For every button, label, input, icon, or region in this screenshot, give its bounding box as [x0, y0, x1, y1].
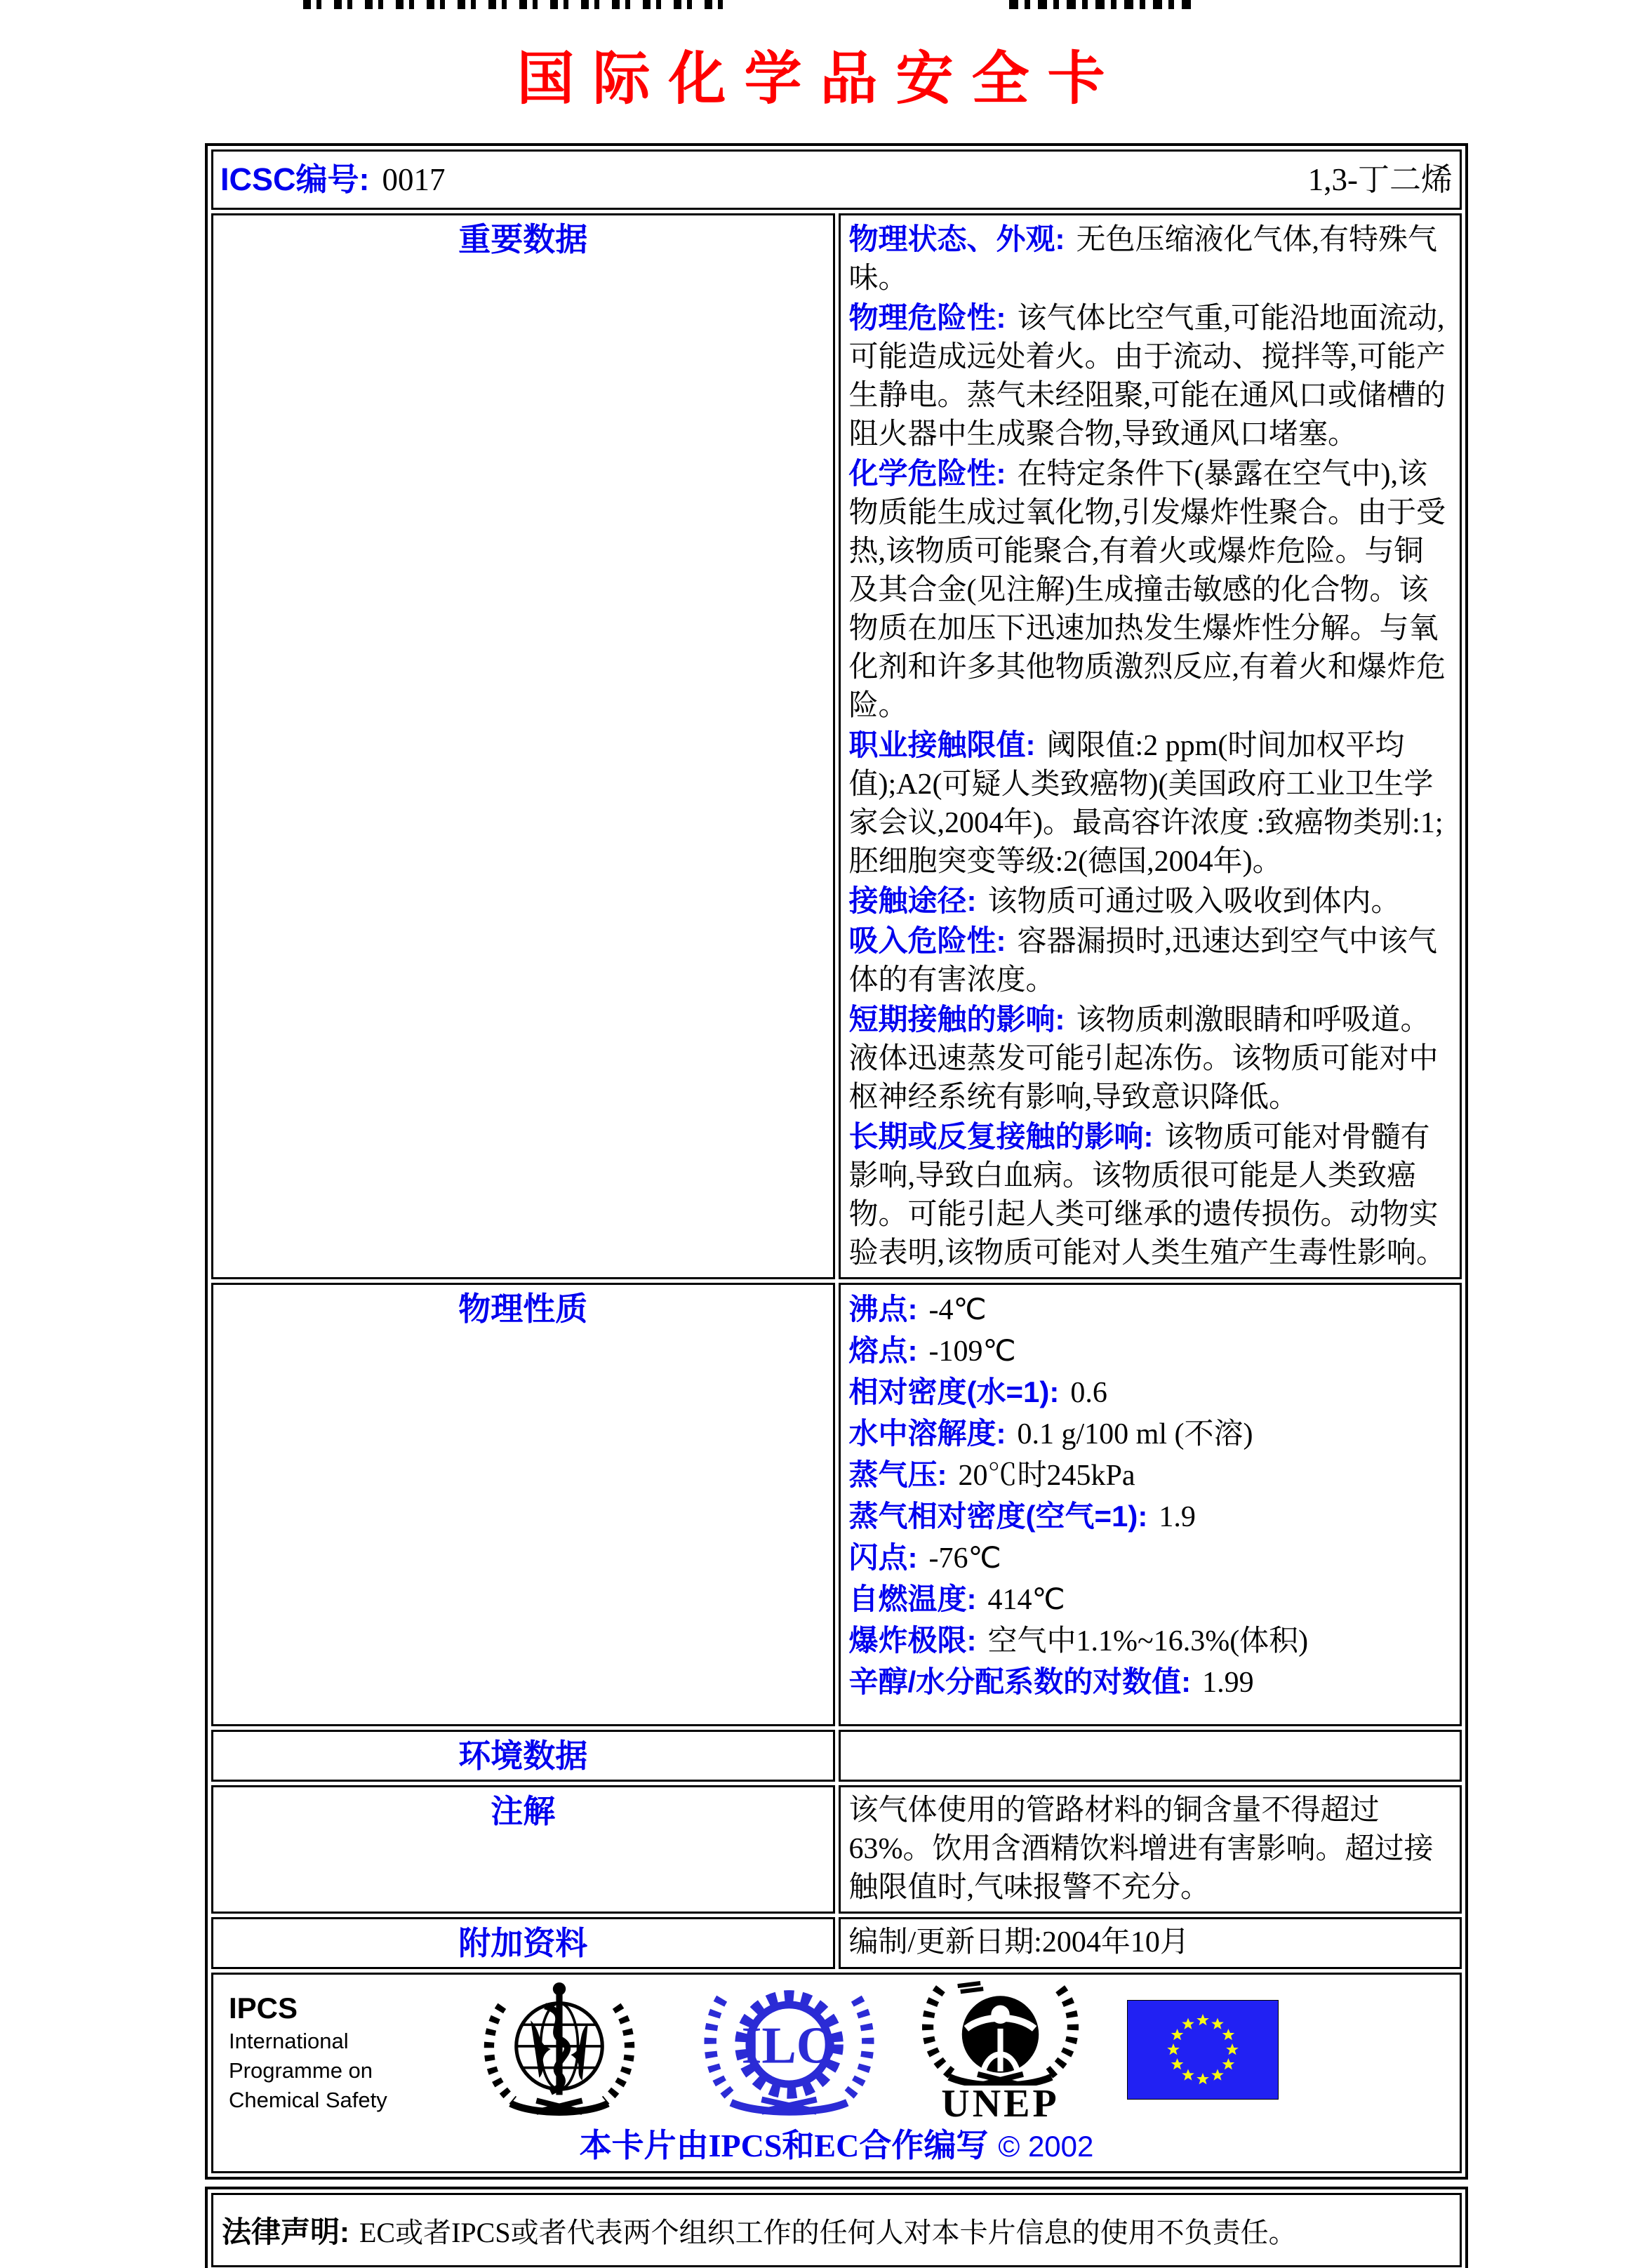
- legal-notice-row: [211, 2193, 1462, 2267]
- card-header: [213, 152, 1460, 208]
- property-item: [849, 1620, 1452, 1662]
- logos-row: [211, 1973, 1462, 2173]
- unep-logo-icon: [914, 1980, 1086, 2124]
- clipped-header-text-left: [303, 0, 733, 9]
- ipcs-title: IPCS: [229, 1992, 298, 2024]
- item-label: 吸入危险性:: [848, 924, 1006, 957]
- eu-flag-icon: [1127, 2000, 1279, 2103]
- page-title: 国际化学品安全卡: [516, 47, 1124, 111]
- item-label: 职业接触限值:: [848, 728, 1036, 761]
- card-header-row: [211, 149, 1462, 210]
- property-value: -4℃: [928, 1294, 987, 1326]
- ipcs-block: [229, 1990, 417, 2115]
- item-text: 无色压缩液化气体,有特殊气味。: [848, 224, 1438, 295]
- property-label: 相对密度(水=1):: [848, 1375, 1060, 1408]
- environmental-data-row: [211, 1730, 1462, 1782]
- property-value: 20℃时245kPa: [958, 1460, 1135, 1492]
- property-value: 1.99: [1202, 1667, 1254, 1699]
- section-label-additional-info: 附加资料: [211, 1917, 835, 1969]
- chemical-name: 1,3-丁二烯: [1307, 162, 1453, 197]
- section-label-notes: 注解: [211, 1785, 835, 1914]
- property-value: 0.6: [1070, 1377, 1107, 1409]
- icsc-number-value: 0017: [382, 162, 446, 197]
- item-text: 该物质可通过吸入吸收到体内。: [987, 886, 1401, 918]
- property-label: 闪点:: [848, 1541, 918, 1574]
- property-label: 蒸气相对密度(空气=1):: [848, 1500, 1148, 1533]
- ipcs-subtitle-line1: International: [229, 2029, 349, 2053]
- item-label: 物理危险性:: [848, 301, 1006, 334]
- who-logo-icon: [472, 1980, 647, 2121]
- important-item: [849, 454, 1452, 726]
- property-value: 0.1 g/100 ml (不溶): [1017, 1418, 1253, 1450]
- property-item: [849, 1537, 1452, 1579]
- item-label: 长期或反复接触的影响:: [848, 1120, 1154, 1153]
- ilo-letters: ILO: [741, 2017, 837, 2075]
- section-label-physical-properties: 物理性质: [211, 1283, 835, 1726]
- important-item: [849, 220, 1452, 298]
- icsc-number-label: ICSC编号:: [220, 161, 370, 197]
- item-label: 化学危险性:: [848, 457, 1006, 490]
- property-value: 414℃: [987, 1584, 1065, 1616]
- property-item: [849, 1413, 1452, 1455]
- property-item: [849, 1496, 1452, 1537]
- item-text: 阈限值:2 ppm(时间加权平均值);A2(可疑人类致癌物)(美国政府工业卫生学家会议,2004年)。最高容许浓度 :致癌物类别:1;胚细胞突变等级:2(德国,2004年)。: [848, 730, 1444, 878]
- physical-properties-row: [211, 1283, 1462, 1726]
- ilo-logo-icon: [696, 1980, 882, 2121]
- legal-notice-label: 法律声明:: [222, 2215, 349, 2248]
- item-text: 在特定条件下(暴露在空气中),该物质能生成过氧化物,引发爆炸性聚合。由于受热,该物质可能聚合,有着火或爆炸危险。与铜及其合金(见注解)生成撞击敏感的化合物。该物质在加压下迅速加热发生爆炸性分解。与氧化剂和许多其他物质激烈反应,有着火和爆炸危险。: [848, 458, 1446, 722]
- property-value: -76℃: [928, 1542, 1001, 1575]
- organization-logos: [213, 1980, 1460, 2124]
- important-item: [849, 881, 1452, 921]
- property-value: -109℃: [928, 1335, 1016, 1368]
- important-item: [849, 298, 1452, 454]
- property-item: [849, 1289, 1452, 1330]
- section-label-important-data: 重要数据: [211, 213, 835, 1279]
- environmental-data-content: [839, 1730, 1462, 1782]
- important-item: [849, 1117, 1452, 1273]
- property-value: 空气中1.1%~16.3%(体积): [987, 1625, 1309, 1657]
- property-label: 辛醇/水分配系数的对数值:: [848, 1665, 1192, 1698]
- important-item: [849, 726, 1452, 881]
- important-data-row: [211, 213, 1462, 1279]
- card-caption: [213, 2126, 1460, 2167]
- additional-info-text: 编制/更新日期:2004年10月: [848, 1926, 1189, 1959]
- safety-card-table: [205, 143, 1468, 2180]
- property-item: [849, 1330, 1452, 1372]
- item-text: 该物质刺激眼睛和呼吸道。液体迅速蒸发可能引起冻伤。该物质可能对中枢神经系统有影响,导致意识降低。: [848, 1004, 1439, 1114]
- property-label: 蒸气压:: [848, 1458, 947, 1491]
- section-label-environmental-data: 环境数据: [211, 1730, 835, 1782]
- property-item: [849, 1579, 1452, 1620]
- ipcs-subtitle-line3: Chemical Safety: [229, 2088, 387, 2112]
- property-item: [849, 1455, 1452, 1496]
- copyright-text: © 2002: [998, 2130, 1094, 2163]
- additional-info-row: [211, 1917, 1462, 1969]
- item-text: 容器漏损时,迅速达到空气中该气体的有害浓度。: [848, 926, 1438, 996]
- item-label: 短期接触的影响:: [848, 1003, 1065, 1036]
- property-item: [849, 1372, 1452, 1413]
- item-text: 该气体比空气重,可能沿地面流动,可能造成远处着火。由于流动、搅拌等,可能产生静电。蒸气未经阻聚,可能在通风口或储槽的阻火器中生成聚合物,导致通风口堵塞。: [848, 302, 1446, 451]
- property-value: 1.9: [1159, 1501, 1196, 1533]
- item-label: 接触途径:: [848, 884, 977, 917]
- physical-properties-content: [839, 1283, 1462, 1726]
- important-item: [849, 921, 1452, 1000]
- important-item: [849, 1000, 1452, 1117]
- notes-row: [211, 1785, 1462, 1914]
- clipped-header-text-right: [1009, 0, 1197, 9]
- property-label: 水中溶解度:: [848, 1417, 1006, 1450]
- property-label: 沸点:: [848, 1293, 918, 1326]
- important-data-content: [839, 213, 1462, 1279]
- ipcs-subtitle-line2: Programme on: [229, 2058, 373, 2083]
- unep-wordmark: UNEP: [941, 2082, 1060, 2126]
- item-text: 该物质可能对骨髓有影响,导致白血病。该物质很可能是人类致癌物。可能引起人类可继承的遗传损伤。动物实验表明,该物质可能对人类生殖产生毒性影响。: [848, 1121, 1446, 1269]
- property-label: 爆炸极限:: [848, 1624, 977, 1657]
- legal-notice-text: EC或者IPCS或者代表两个组织工作的任何人对本卡片信息的使用不负责任。: [359, 2217, 1297, 2248]
- property-item: [849, 1662, 1452, 1703]
- property-label: 自燃温度:: [848, 1582, 977, 1615]
- notes-text: 该气体使用的管路材料的铜含量不得超过63%。饮用含酒精饮料增进有害影响。超过接触限值时,气味报警不充分。: [848, 1794, 1434, 1904]
- caption-text: 本卡片由IPCS和EC合作编写: [579, 2128, 989, 2163]
- property-label: 熔点:: [848, 1334, 918, 1367]
- legal-notice-table: [205, 2187, 1468, 2268]
- item-label: 物理状态、外观:: [848, 222, 1065, 255]
